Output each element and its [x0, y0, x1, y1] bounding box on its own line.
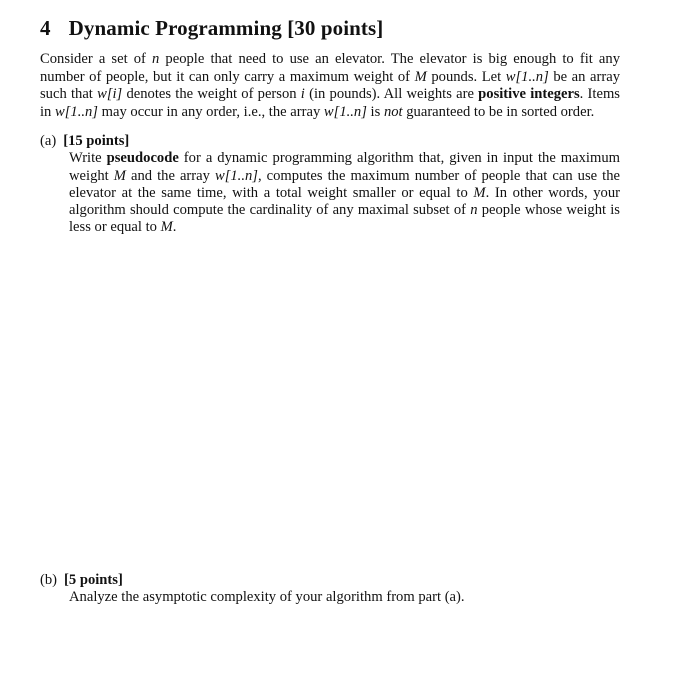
section-title: Dynamic Programming [30 points] [68, 16, 384, 40]
emphasis-pseudocode: pseudocode [106, 150, 179, 167]
question-text: , computes the maximum number of people that can use the elevator at the same time, with a total weight smaller or equal to [69, 167, 620, 201]
math-m: M [414, 68, 427, 85]
math-w-i: w[i] [97, 86, 123, 103]
question-text: Write [69, 150, 107, 167]
intro-text: denotes the weight of person [122, 86, 301, 103]
part-a-label: (a) [40, 133, 57, 149]
math-m: M [113, 167, 126, 184]
math-array-w: w[1..n] [214, 167, 258, 184]
part-b-points: [5 points] [64, 572, 123, 588]
question-text: . In other words, your algorithm should compute the cardinality of any maximal subset of [69, 184, 620, 219]
part-a-points: [15 points] [63, 133, 130, 149]
part-a-header [40, 133, 620, 150]
math-n: n [470, 202, 478, 219]
emphasis-positive-integers: positive integers [478, 86, 580, 103]
math-m: M [160, 219, 173, 236]
intro-text: guaranteed to be in sorted order. [402, 103, 595, 120]
part-b-label: (b) [40, 572, 58, 588]
part-b-header [40, 572, 620, 589]
intro-text: Consider a set of [40, 51, 153, 67]
emphasis-not: not [383, 103, 403, 120]
part-a-question [69, 150, 620, 236]
question-text: for a dynamic programming algorithm that, given in input the maximum weight [69, 150, 620, 184]
section-heading [40, 16, 383, 41]
intro-text: is [366, 103, 384, 120]
section-number: 4 [40, 16, 51, 40]
part-b-question: Analyze the asymptotic complexity of your algorithm from part (a). [69, 589, 465, 606]
intro-text: . Items in [40, 86, 620, 120]
question-text: . [172, 219, 177, 236]
math-i: i [300, 86, 305, 103]
question-text: and the array [125, 167, 215, 184]
math-n: n [152, 51, 160, 67]
intro-text: may occur in any order, i.e., the array [97, 103, 324, 120]
intro-text: (in pounds). All weights are [304, 86, 479, 103]
intro-text: pounds. Let [426, 68, 506, 85]
part-b [40, 572, 620, 607]
part-a [40, 133, 620, 237]
math-array-w: w[1..n] [55, 103, 98, 120]
question-text: people whose weight is less or equal to [69, 202, 620, 236]
intro-text: be an array such that [40, 68, 620, 103]
problem-statement [40, 51, 620, 121]
math-array-w: w[1..n] [505, 68, 549, 85]
intro-text: people that need to use an elevator. The elevator is big enough to fit any number of people, but it can only carry a maximum weight of [40, 51, 620, 85]
math-array-w: w[1..n] [323, 103, 367, 120]
math-m: M [473, 184, 486, 201]
